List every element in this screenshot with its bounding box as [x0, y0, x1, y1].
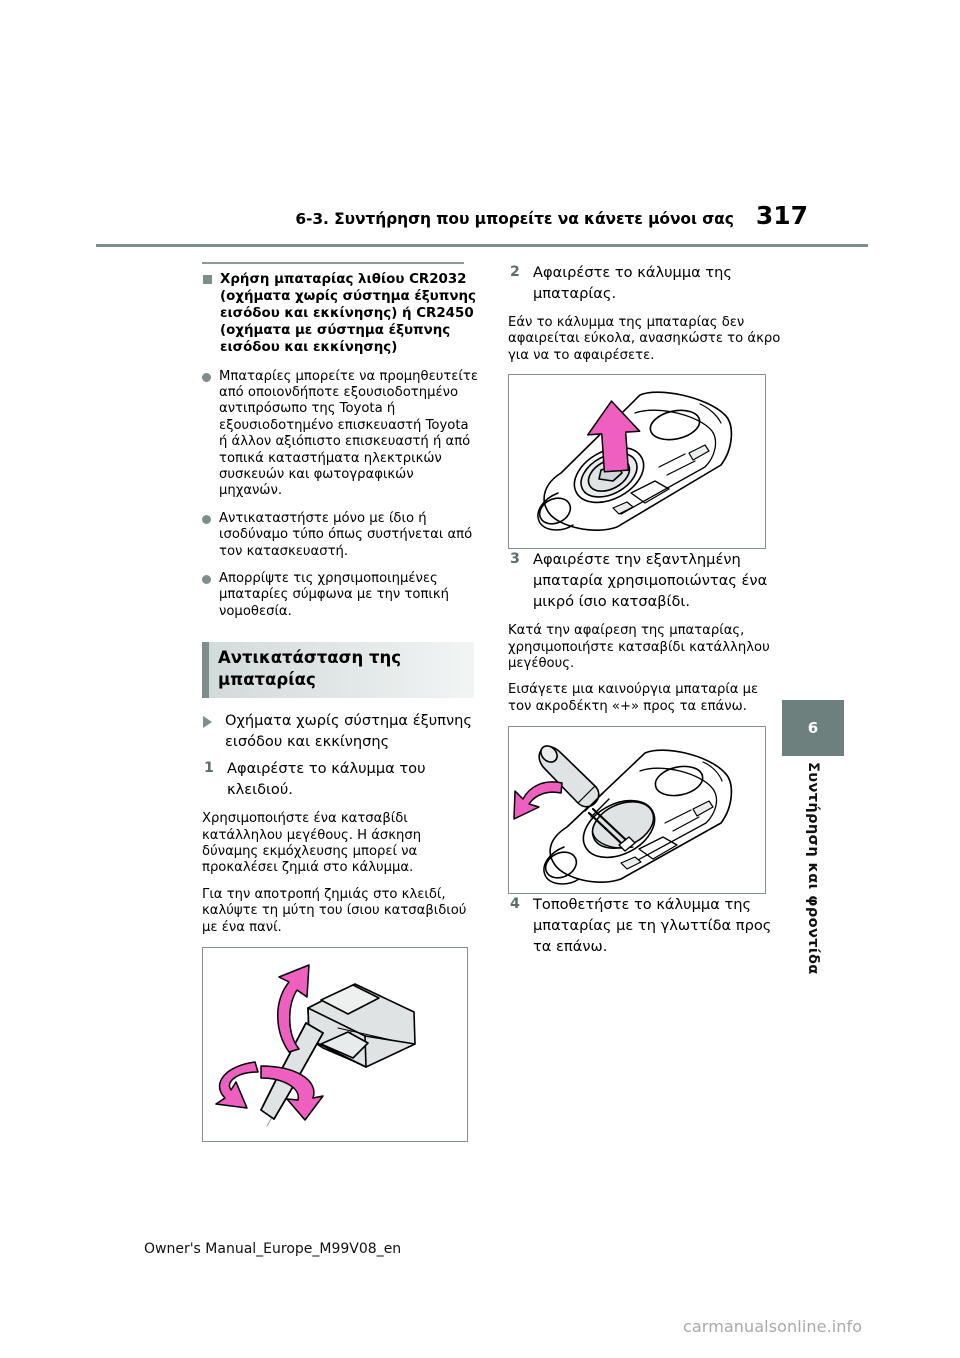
numbered-step	[202, 758, 478, 800]
body-paragraph: Για την αποτροπή ζημιάς στο κλειδί, καλύψτε τη μύτη του ίσιου κατσαβιδιού με ένα πανί.	[202, 886, 467, 935]
numbered-step	[508, 262, 784, 304]
step-number: 1	[204, 760, 214, 777]
battery-cover-lift-illustration	[508, 374, 766, 549]
square-bullet-icon	[203, 275, 212, 284]
list-item-text: Αντικαταστήστε μόνο με ίδιο ή ισοδύναμο τύπο όπως συστήνεται από τον κατασκευαστή.	[219, 510, 473, 559]
page-header	[96, 203, 808, 237]
list-item	[202, 369, 478, 500]
round-bullet-icon	[202, 373, 211, 382]
footer-manual-id: Owner's Manual_Europe_M99V08_en	[144, 1241, 402, 1257]
chapter-number-text: 6	[807, 719, 819, 737]
section-title-bar	[202, 642, 474, 698]
header-section-title: 6-3. Συντήρηση που μπορείτε να κάνετε μόνοι σας	[295, 210, 734, 228]
pry-arrow	[514, 782, 562, 819]
numbered-step	[508, 894, 784, 957]
step-text: Αφαιρέστε το κάλυμμα της μπαταρίας.	[533, 264, 732, 302]
triangle-marker-icon	[203, 716, 212, 728]
left-column	[202, 262, 478, 1142]
header-divider	[96, 244, 868, 247]
step-number: 4	[510, 896, 520, 913]
body-paragraph: Χρησιμοποιήστε ένα κατσαβίδι κατάλληλου μεγέθους. Η άσκηση δύναμης εκμόχλευσης μπορεί να προκαλέσει ζημιά στο κάλυμμα.	[202, 811, 422, 876]
step-text: Αφαιρέστε το κάλυμμα του κλειδιού.	[227, 760, 426, 799]
square-bullet-heading	[202, 271, 478, 357]
right-column	[508, 262, 784, 968]
key-cover-removal-illustration	[202, 947, 468, 1142]
step-number: 3	[510, 551, 520, 568]
body-paragraph: Κατά την αφαίρεση της μπαταρίας, χρησιμοποιήστε κατσαβίδι κατάλληλου μεγέθους.	[508, 623, 770, 672]
round-bullet-icon	[202, 515, 211, 524]
step-text: Αφαιρέστε την εξαντλημένη μπαταρία χρησιμοποιώντας ένα μικρό ίσιο κατσαβίδι.	[533, 551, 768, 611]
section-title-text: Αντικατάσταση της μπαταρίας	[218, 648, 402, 690]
subsection-divider	[202, 262, 464, 264]
list-item	[202, 511, 478, 560]
chapter-tab-label	[782, 762, 844, 1012]
round-bullet-icon	[202, 575, 211, 584]
step-text: Τοποθετήστε το κάλυμμα της μπαταρίας με τη γλωττίδα προς τα επάνω.	[533, 896, 772, 956]
body-paragraph: Εάν το κάλυμμα της μπαταρίας δεν αφαιρείται εύκολα, ανασηκώστε το άκρο για να το αφαιρέσετε.	[508, 315, 781, 363]
triangle-list-item	[202, 710, 478, 752]
battery-removal-screwdriver-illustration	[508, 726, 766, 894]
watermark: carmanualsonline.info	[683, 1317, 863, 1336]
square-bullet-heading-text: Χρήση μπαταρίας λιθίου CR2032 (οχήματα χωρίς σύστημα έξυπνης εισόδου και εκκίνησης) ή CR2450 (οχήματα με σύστημα έξυπνης εισόδου και εκκίνησης)	[220, 271, 476, 356]
chapter-label-text: Συντήρηση και φροντίδα	[805, 762, 821, 975]
numbered-step	[508, 549, 784, 612]
list-item-text: Μπαταρίες μπορείτε να προμηθευτείτε από οποιονδήποτε εξουσιοδοτημένο αντιπρόσωπο της Toyota ή εξουσιοδοτημένο επισκευαστή Toyota ή άλλον αξιόπιστο επισκευαστή ή από τοπικά καταστήματα ηλεκτρικών συσκευών και φωτογραφικών μηχανών.	[219, 368, 478, 499]
list-item	[202, 571, 478, 620]
list-item-text: Απορρίψτε τις χρησιμοποιημένες μπαταρίες σύμφωνα με την τοπική νομοθεσία.	[219, 570, 450, 619]
page-number: 317	[755, 201, 808, 230]
triangle-list-item-text: Οχήματα χωρίς σύστημα έξυπνης εισόδου και εκκίνησης	[225, 712, 472, 751]
body-paragraph: Εισάγετε μια καινούργια μπαταρία με τον ακροδέκτη «+» προς τα επάνω.	[508, 682, 759, 714]
chapter-tab-number	[782, 700, 844, 756]
step-number: 2	[510, 264, 520, 280]
